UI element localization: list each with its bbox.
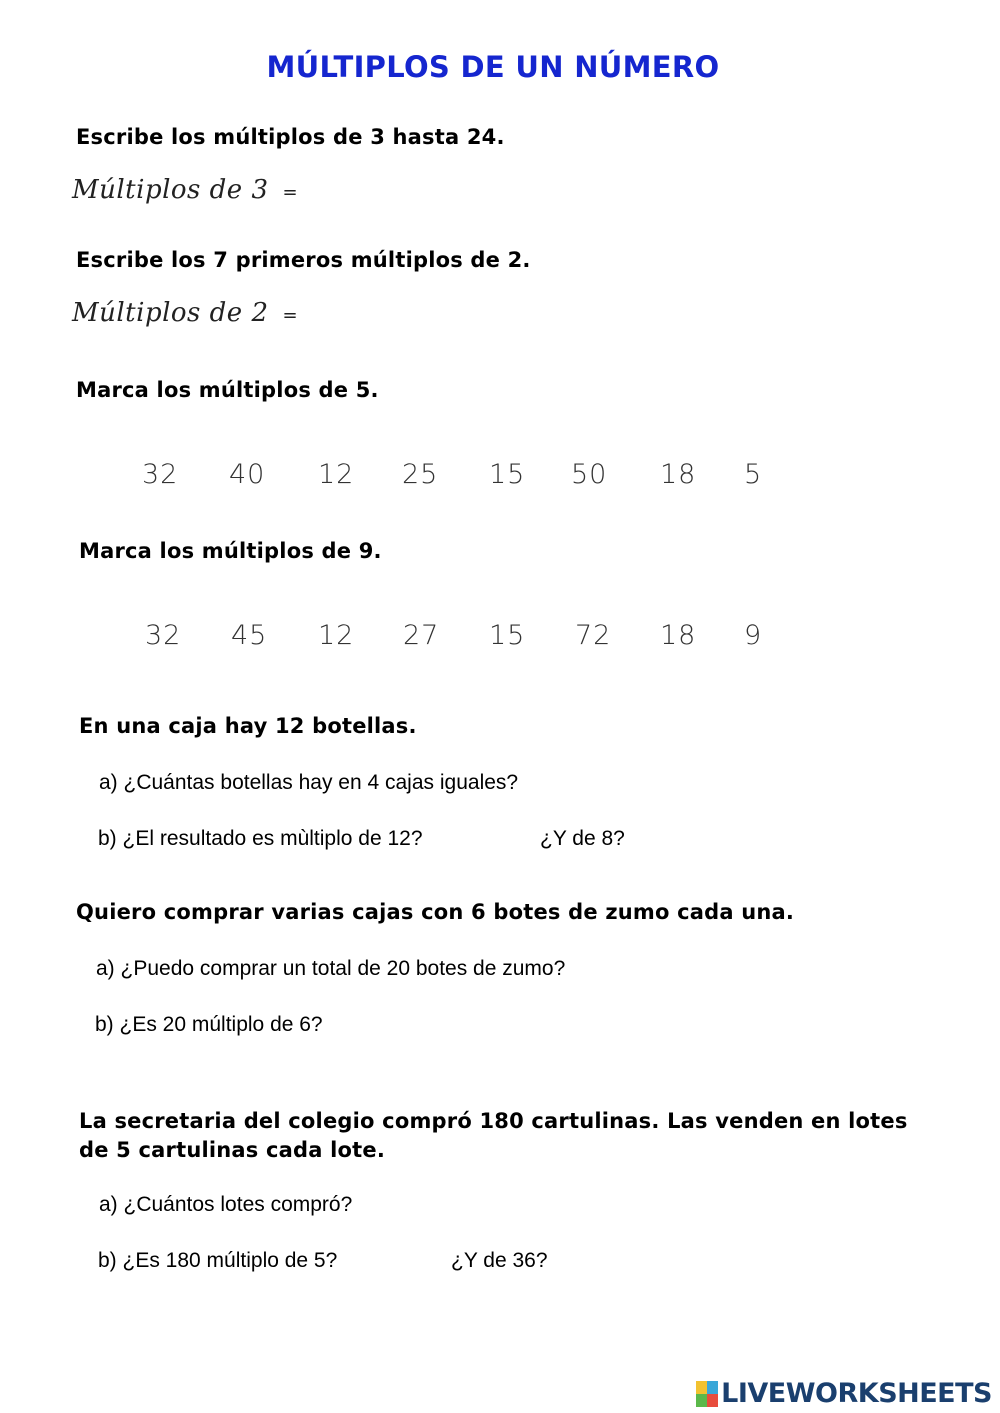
brand-name: LIVEWORKSHEETS: [721, 1378, 992, 1409]
number-option[interactable]: 18: [660, 620, 697, 651]
number-option[interactable]: 9: [744, 620, 763, 651]
exercise-5-heading: En una caja hay 12 botellas.: [79, 714, 417, 738]
exercise-3-heading: Marca los múltiplos de 5.: [76, 378, 379, 402]
exercise-6-question-b: b) ¿Es 20 múltiplo de 6?: [95, 1013, 323, 1036]
number-option[interactable]: 40: [229, 459, 266, 490]
page-title: MÚLTIPLOS DE UN NÚMERO: [266, 50, 720, 84]
footer-brand[interactable]: [696, 1378, 992, 1409]
exercise-6-question-a: a) ¿Puedo comprar un total de 20 botes de zumo?: [96, 957, 566, 980]
number-option[interactable]: 18: [660, 459, 697, 490]
number-option[interactable]: 15: [489, 459, 526, 490]
equals-sign: =: [282, 305, 299, 326]
number-option[interactable]: 50: [571, 459, 608, 490]
exercise-6-heading: Quiero comprar varias cajas con 6 botes de zumo cada una.: [76, 900, 795, 924]
exercise-5-question-a: a) ¿Cuántas botellas hay en 4 cajas iguales?: [99, 771, 519, 794]
exercise-4-heading: Marca los múltiplos de 9.: [79, 539, 382, 563]
exercise-7-question-b2: ¿Y de 36?: [451, 1249, 548, 1272]
number-option[interactable]: 32: [142, 459, 179, 490]
number-option[interactable]: 72: [575, 620, 612, 651]
exercise-7-question-b: b) ¿Es 180 múltiplo de 5?: [98, 1249, 338, 1272]
liveworksheets-logo-icon: [696, 1381, 718, 1407]
exercise-2-answer-line: [72, 298, 298, 328]
number-option[interactable]: 5: [744, 459, 763, 490]
exercise-1-script-label: Múltiplos de 3: [72, 175, 269, 205]
number-option[interactable]: 15: [489, 620, 526, 651]
number-option[interactable]: 12: [318, 459, 355, 490]
exercise-1-heading: Escribe los múltiplos de 3 hasta 24.: [76, 125, 505, 149]
number-option[interactable]: 25: [402, 459, 439, 490]
exercise-7-question-a: a) ¿Cuántos lotes compró?: [99, 1193, 353, 1216]
equals-sign: =: [282, 182, 299, 203]
exercise-5-question-b2: ¿Y de 8?: [540, 827, 625, 850]
number-option[interactable]: 32: [145, 620, 182, 651]
exercise-2-heading: Escribe los 7 primeros múltiplos de 2.: [76, 248, 531, 272]
number-option[interactable]: 45: [231, 620, 268, 651]
number-option[interactable]: 27: [403, 620, 440, 651]
exercise-5-question-b: b) ¿El resultado es mùltiplo de 12?: [98, 827, 423, 850]
number-option[interactable]: 12: [318, 620, 355, 651]
exercise-2-script-label: Múltiplos de 2: [72, 298, 269, 328]
exercise-1-answer-line: [72, 175, 298, 205]
exercise-7-heading: La secretaria del colegio compró 180 cartulinas. Las venden en lotes de 5 cartulinas cada lote.: [79, 1109, 908, 1162]
